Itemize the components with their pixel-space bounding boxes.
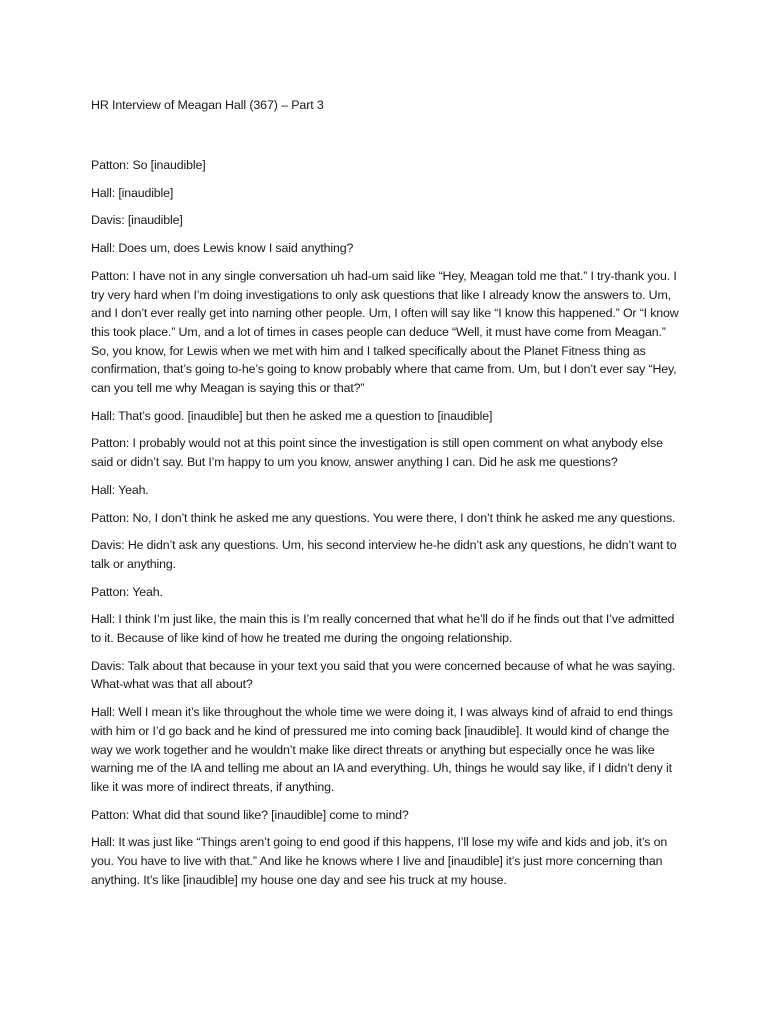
- transcript-paragraph: Hall: That’s good. [inaudible] but then he asked me a question to [inaudible]: [91, 408, 493, 423]
- transcript-paragraph: Hall: It was just like “Things aren’t going to end good if this happens, I’ll lose my wife and kids and job, it’s on you. You have to live with that.” And like he knows where I live and [inaudible] it’s just more concerning than anything. It’s like [inaudible] my house one day and see his truck at my house.: [91, 835, 668, 887]
- transcript-paragraph: Hall: Yeah.: [91, 482, 149, 497]
- document-page: [91, 96, 683, 899]
- transcript-paragraph: Hall: [inaudible]: [91, 185, 174, 200]
- transcript-paragraph: Davis: Talk about that because in your text you said that you were concerned because of what he was saying. What-what was that all about?: [91, 658, 676, 692]
- transcript-paragraph: Davis: [inaudible]: [91, 213, 183, 228]
- transcript-paragraph: Patton: Yeah.: [91, 584, 163, 599]
- transcript-paragraph: Patton: So [inaudible]: [91, 158, 206, 172]
- transcript-paragraph: Hall: Well I mean it’s like throughout the whole time we were doing it, I was always kind of afraid to end things with him or I’d go back and he kind of pressured me into coming back [inaudible]. It would kind of change the way we work together and he wouldn’t make like direct threats or anything but especially once he was like warning me of the IA and telling me about an IA and everything. Uh, things he would say like, if I didn’t deny it like it was more of indirect threats, if anything.: [91, 705, 673, 794]
- transcript-paragraph: Patton: I have not in any single conversation uh had-um said like “Hey, Meagan told me that.” I try-thank you. I try very hard when I’m doing investigations to only ask questions that like I already know the answers to. Um, and I don’t ever really get into naming other people. Um, I often will say like “I know this happened.” Or “I know this took place.” Um, and a lot of times in cases people can deduce “Well, it must have come from Meagan.” So, you know, for Lewis when we met with him and I talked specifically about the Planet Fitness thing as confirmation, that’s going to-he’s going to know probably where that came from. Um, but I don’t ever say “Hey, can you tell me why Meagan is saying this or that?”: [91, 268, 679, 396]
- document-title: HR Interview of Meagan Hall (367) – Part 3: [91, 98, 324, 112]
- transcript-paragraph: Davis: He didn’t ask any questions. Um, his second interview he-he didn’t ask any questions, he didn’t want to talk or anything.: [91, 538, 677, 571]
- transcript-paragraph: Patton: No, I don’t think he asked me any questions. You were there, I don’t think he asked me any questions.: [91, 510, 676, 525]
- transcript-paragraph: Hall: Does um, does Lewis know I said anything?: [91, 241, 354, 256]
- transcript-paragraph: Patton: I probably would not at this point since the investigation is still open comment on what anybody else said or didn’t say. But I’m happy to um you know, answer anything I can. Did he ask me questions?: [91, 436, 663, 470]
- transcript-paragraph: Patton: What did that sound like? [inaudible] come to mind?: [91, 807, 409, 822]
- transcript-paragraph: Hall: I think I’m just like, the main this is I’m really concerned that what he’ll do if he finds out that I’ve admitted to it. Because of like kind of how he treated me during the ongoing relationship.: [91, 612, 675, 646]
